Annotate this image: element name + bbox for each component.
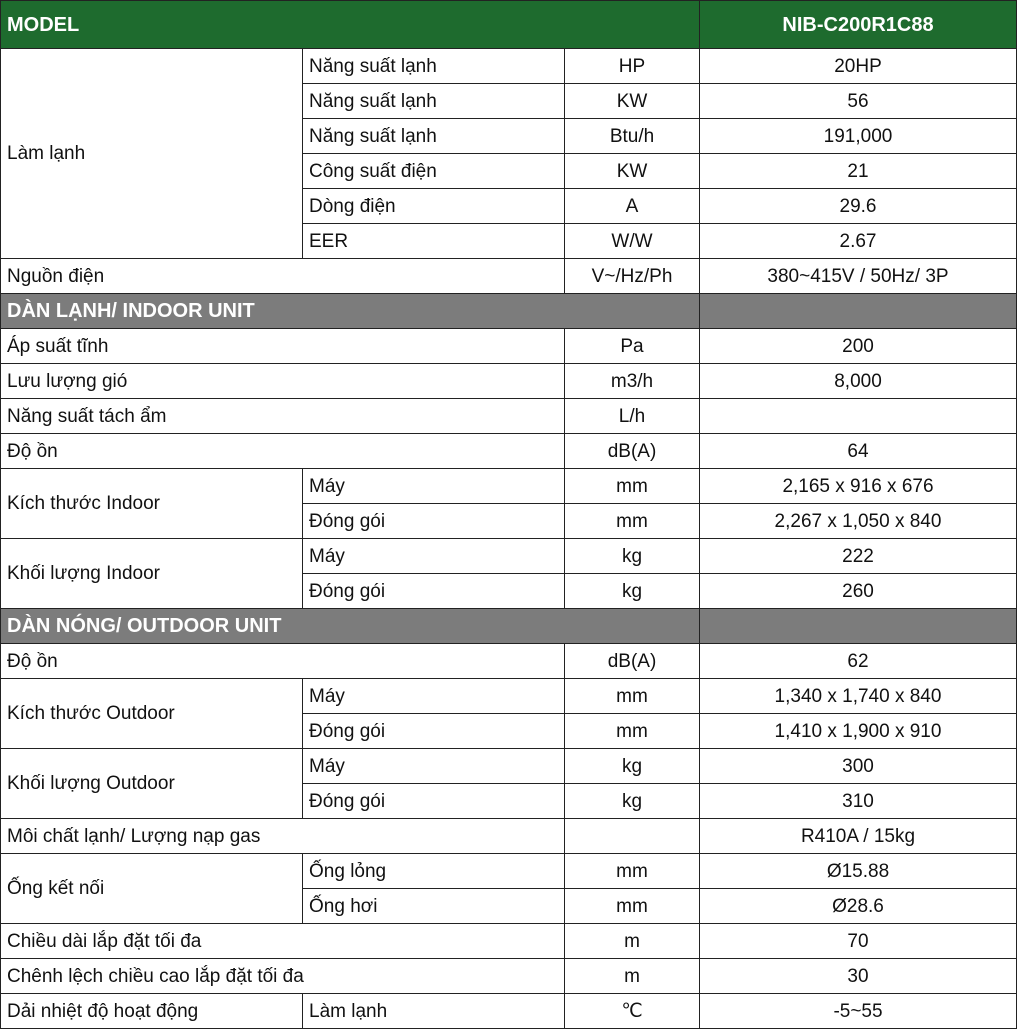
row-unit: mm [565,679,700,714]
outdoor-noise-label: Độ ồn [1,644,565,679]
row-value: 300 [700,749,1017,784]
row-label: Máy [303,539,565,574]
static-pressure-label: Áp suất tĩnh [1,329,565,364]
dehumid-label: Năng suất tách ẩm [1,399,565,434]
airflow-label: Lưu lượng gió [1,364,565,399]
row-unit: HP [565,49,700,84]
row-label: Ống lỏng [303,854,565,889]
row-unit: kg [565,784,700,819]
table-row [1,749,1017,784]
row-value: 56 [700,84,1017,119]
power-value: 380~415V / 50Hz/ 3P [700,259,1017,294]
airflow-unit: m3/h [565,364,700,399]
indoor-noise-label: Độ ồn [1,434,565,469]
outdoor-noise-value: 62 [700,644,1017,679]
row-label: Năng suất lạnh [303,49,565,84]
row-value: 21 [700,154,1017,189]
section-row-indoor [1,294,1017,329]
outdoor-section-title: DÀN NÓNG/ OUTDOOR UNIT [1,609,700,644]
airflow-value: 8,000 [700,364,1017,399]
section-empty-cell [700,294,1017,329]
table-row [1,434,1017,469]
static-pressure-unit: Pa [565,329,700,364]
table-row [1,539,1017,574]
table-row [1,644,1017,679]
table-row [1,854,1017,889]
indoor-dimensions-label: Kích thước Indoor [1,469,303,539]
table-row [1,679,1017,714]
cooling-group-label: Làm lạnh [1,49,303,259]
table-row [1,259,1017,294]
row-value: 20HP [700,49,1017,84]
row-unit: mm [565,469,700,504]
model-value: NIB-C200R1C88 [700,1,1017,49]
row-unit: mm [565,714,700,749]
row-value: 2.67 [700,224,1017,259]
indoor-weight-label: Khối lượng Indoor [1,539,303,609]
row-unit: A [565,189,700,224]
row-label: Năng suất lạnh [303,119,565,154]
row-unit: KW [565,154,700,189]
temp-range-sub-label: Làm lạnh [303,994,565,1029]
row-value: Ø28.6 [700,889,1017,924]
refrigerant-label: Môi chất lạnh/ Lượng nạp gas [1,819,565,854]
row-unit: kg [565,749,700,784]
row-label: Công suất điện [303,154,565,189]
table-row [1,959,1017,994]
row-label: Năng suất lạnh [303,84,565,119]
max-length-value: 70 [700,924,1017,959]
model-label: MODEL [1,1,700,49]
row-value: 191,000 [700,119,1017,154]
row-unit: mm [565,504,700,539]
row-label: Máy [303,679,565,714]
max-height-unit: m [565,959,700,994]
row-unit: kg [565,539,700,574]
refrigerant-unit [565,819,700,854]
row-label: Đóng gói [303,504,565,539]
row-unit: W/W [565,224,700,259]
max-height-label: Chênh lệch chiều cao lắp đặt tối đa [1,959,565,994]
section-empty-cell [700,609,1017,644]
row-label: Đóng gói [303,574,565,609]
piping-label: Ống kết nối [1,854,303,924]
table-row [1,469,1017,504]
max-length-unit: m [565,924,700,959]
table-row [1,924,1017,959]
row-value: Ø15.88 [700,854,1017,889]
row-unit: kg [565,574,700,609]
row-label: Đóng gói [303,714,565,749]
temp-range-label: Dải nhiệt độ hoạt động [1,994,303,1029]
refrigerant-value: R410A / 15kg [700,819,1017,854]
outdoor-noise-unit: dB(A) [565,644,700,679]
dehumid-unit: L/h [565,399,700,434]
outdoor-dimensions-label: Kích thước Outdoor [1,679,303,749]
row-label: EER [303,224,565,259]
dehumid-value [700,399,1017,434]
table-row [1,399,1017,434]
row-unit: mm [565,854,700,889]
outdoor-weight-label: Khối lượng Outdoor [1,749,303,819]
section-row-outdoor [1,609,1017,644]
table-row [1,819,1017,854]
temp-range-value: -5~55 [700,994,1017,1029]
table-row [1,994,1017,1029]
indoor-noise-value: 64 [700,434,1017,469]
indoor-noise-unit: dB(A) [565,434,700,469]
indoor-section-title: DÀN LẠNH/ INDOOR UNIT [1,294,700,329]
row-unit: mm [565,889,700,924]
max-length-label: Chiều dài lắp đặt tối đa [1,924,565,959]
header-row [1,1,1017,49]
row-value: 222 [700,539,1017,574]
row-label: Đóng gói [303,784,565,819]
table-row [1,329,1017,364]
row-label: Dòng điện [303,189,565,224]
temp-range-unit: ℃ [565,994,700,1029]
table-row [1,364,1017,399]
row-value: 29.6 [700,189,1017,224]
row-value: 260 [700,574,1017,609]
max-height-value: 30 [700,959,1017,994]
power-label: Nguồn điện [1,259,565,294]
row-label: Máy [303,749,565,784]
row-value: 2,267 x 1,050 x 840 [700,504,1017,539]
row-unit: Btu/h [565,119,700,154]
row-unit: KW [565,84,700,119]
row-value: 310 [700,784,1017,819]
row-label: Máy [303,469,565,504]
table-row [1,49,1017,84]
row-value: 1,340 x 1,740 x 840 [700,679,1017,714]
static-pressure-value: 200 [700,329,1017,364]
row-label: Ống hơi [303,889,565,924]
power-unit: V~/Hz/Ph [565,259,700,294]
row-value: 1,410 x 1,900 x 910 [700,714,1017,749]
row-value: 2,165 x 916 x 676 [700,469,1017,504]
